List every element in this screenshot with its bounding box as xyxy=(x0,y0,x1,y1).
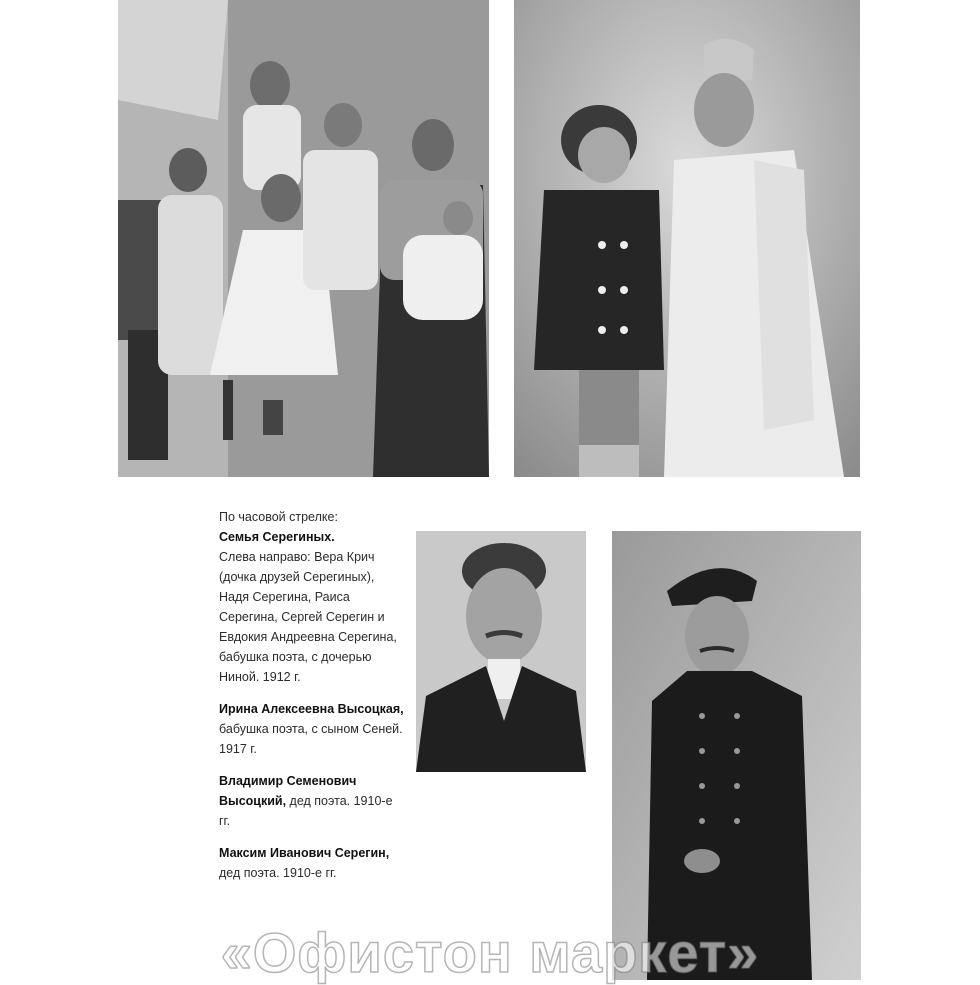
caption-mother-text: бабушка поэта, с сыном Сеней. 1917 г. xyxy=(219,722,403,756)
family-photo xyxy=(118,0,489,477)
caption-grandfather-seregin-text: дед поэта. 1910-е гг. xyxy=(219,866,337,880)
caption-mother-title: Ирина Алексеевна Высоцкая, xyxy=(219,702,404,716)
officer-portrait-image xyxy=(612,531,861,980)
caption-grandfather-seregin xyxy=(219,843,404,883)
caption-grandfather-vysotsky-title: Владимир Семенович Высоцкий, xyxy=(219,774,357,808)
caption-intro: По часовой стрелке: xyxy=(219,510,338,524)
grandfather-portrait-photo xyxy=(416,531,586,772)
caption-grandfather-vysotsky-text: дед поэта. 1910-е гг. xyxy=(219,794,393,828)
officer-portrait-photo xyxy=(612,531,861,980)
mother-child-photo xyxy=(514,0,860,477)
grandfather-portrait-image xyxy=(416,531,586,772)
caption-family xyxy=(219,527,404,687)
family-photo-image xyxy=(118,0,489,477)
caption-family-text: Слева направо: Вера Крич (дочка друзей Серегиных), Надя Серегина, Раиса Серегина, Сергей Серегин и Евдокия Андреевна Серегина, бабушка поэта, с дочерью Ниной. 1912 г. xyxy=(219,550,397,684)
caption-mother xyxy=(219,699,404,759)
watermark-text: «Офистон маркет» xyxy=(220,921,760,984)
caption-grandfather-vysotsky xyxy=(219,771,404,831)
mother-child-photo-image xyxy=(514,0,860,477)
caption-family-title: Семья Серегиных. xyxy=(219,530,335,544)
caption-grandfather-seregin-title: Максим Иванович Серегин, xyxy=(219,846,390,860)
caption-block xyxy=(219,507,404,895)
